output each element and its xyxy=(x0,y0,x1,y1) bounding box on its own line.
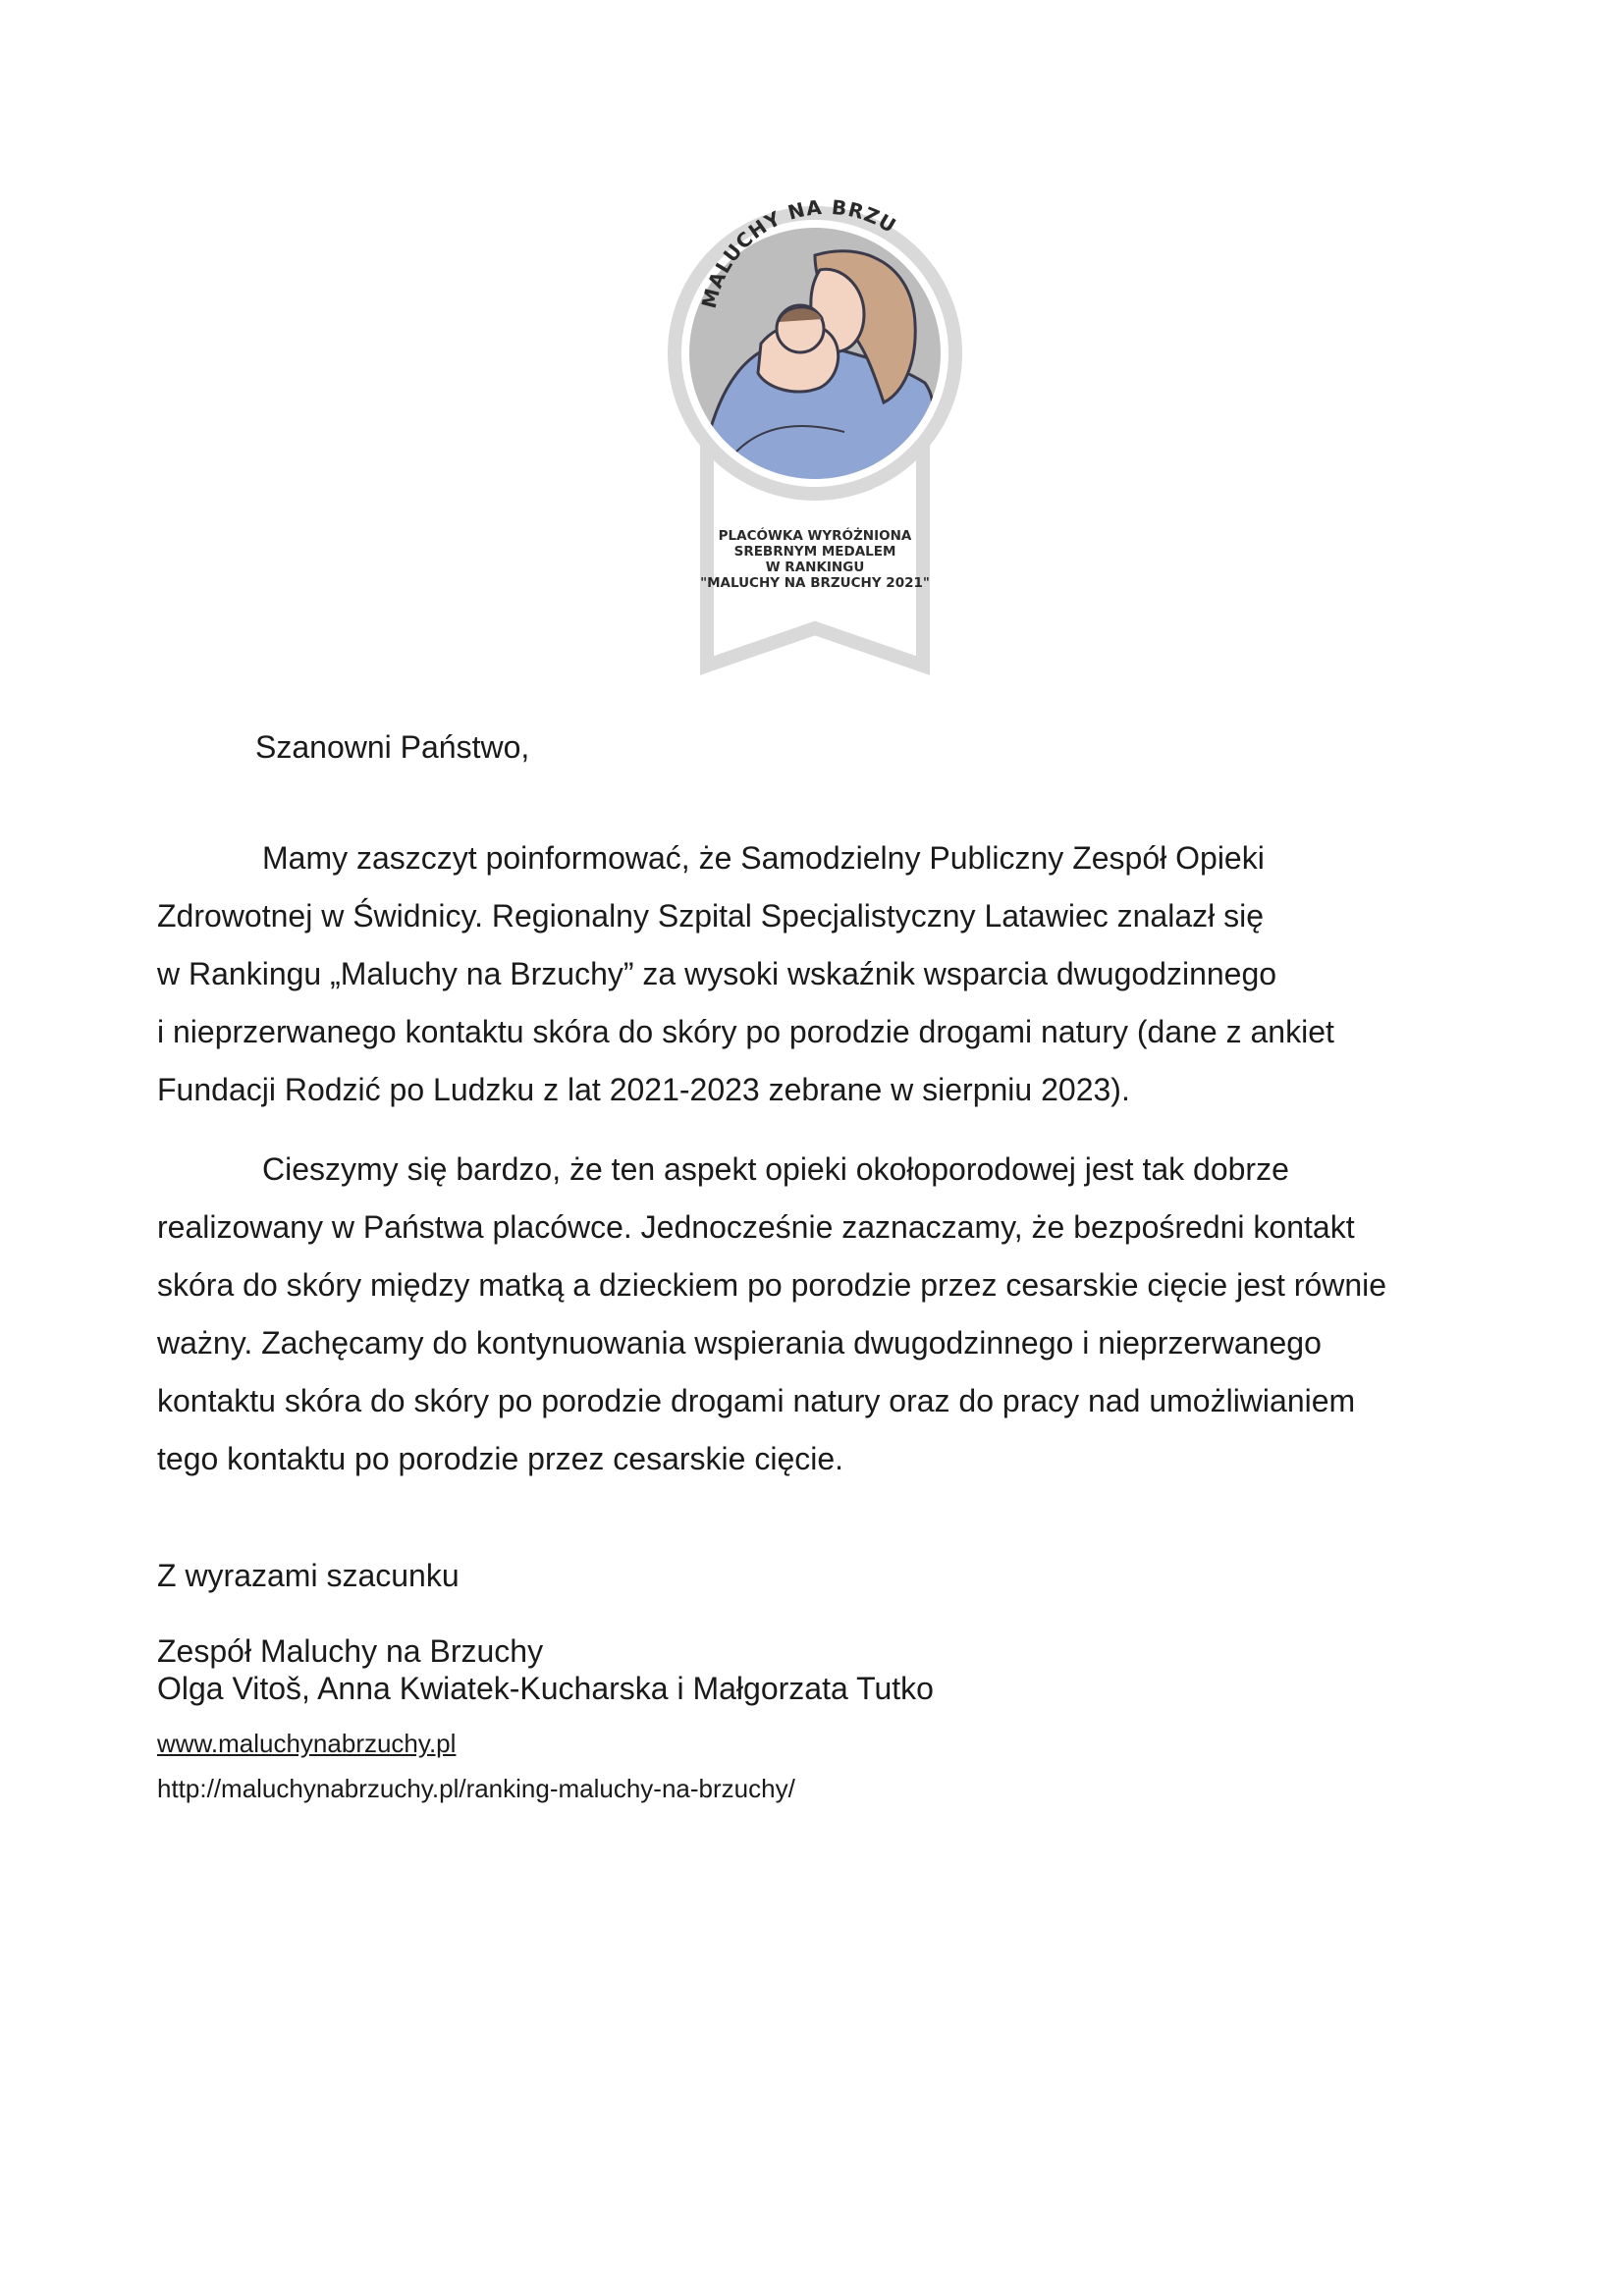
paragraph-1: Mamy zaszczyt poinformować, że Samodzielny Publiczny Zespół Opieki Zdrowotnej w Świdnicy. Regionalny Szpital Specjalistyczny Latawiec znalazł się w Rankingu „Maluchy na Brzuchy” za wysoki wskaźnik wsparcia dwugodzinnego i nieprzerwanego kontaktu skóra do skóry po porodzie drogami natury (dane z ankiet Fundacji Rodzić po Ludzku z lat 2021-2023 zebrane w sierpniu 2023). xyxy=(157,840,1334,1107)
ribbon-line-4: "MALUCHY NA BRZUCHY 2021" xyxy=(700,575,930,591)
ribbon-line-1: PLACÓWKA WYRÓŻNIONA xyxy=(718,528,912,544)
letter-body xyxy=(157,719,1492,1805)
website-link[interactable]: www.maluchynabrzuchy.pl xyxy=(157,1729,457,1758)
medal-badge-graphic xyxy=(668,196,962,677)
signature-names: Olga Vitoš, Anna Kwiatek-Kucharska i Małgorzata Tutko xyxy=(157,1671,934,1706)
ribbon-text xyxy=(700,526,930,591)
badge-arc-text: MALUCHY NA BRZU xyxy=(696,196,901,311)
ranking-link[interactable]: http://maluchynabrzuchy.pl/ranking-maluchy-na-brzuchy/ xyxy=(157,1774,795,1803)
closing-phrase: Z wyrazami szacunku xyxy=(157,1558,460,1593)
ribbon-line-2: SREBRNYM MEDALEM xyxy=(733,544,896,560)
salutation: Szanowni Państwo, xyxy=(255,729,530,765)
ribbon-line-3: W RANKINGU xyxy=(765,560,865,575)
signature-team: Zespół Maluchy na Brzuchy xyxy=(157,1633,544,1669)
medal-badge xyxy=(668,196,962,677)
paragraph-2: Cieszymy się bardzo, że ten aspekt opieki okołoporodowej jest tak dobrze realizowany w Państwa placówce. Jednocześnie zaznaczamy, że bezpośredni kontakt skóra do skóry między matką a dzieckiem po porodzie przez cesarskie cięcie jest równie ważny. Zachęcamy do kontynuowania wspierania dwugodzinnego i nieprzerwanego kontaktu skóra do skóry po porodzie drogami natury oraz do pracy nad umożliwianiem tego kontaktu po porodzie przez cesarskie cięcie. xyxy=(157,1151,1387,1476)
